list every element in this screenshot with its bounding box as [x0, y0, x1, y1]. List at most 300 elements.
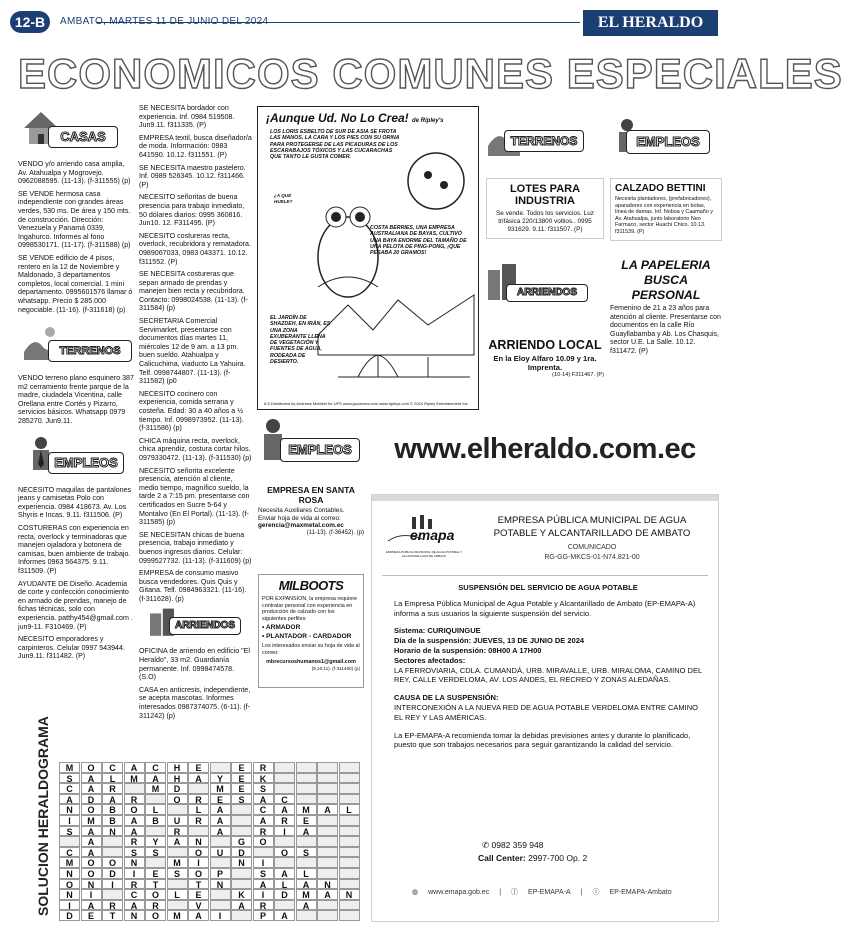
crossword-cell: L: [188, 804, 209, 815]
fountain-drawing: [338, 347, 470, 399]
issue-date: AMBATO, MARTES 11 DE JUNIO DEL 2024: [60, 16, 269, 27]
globe-icon: ◍: [412, 889, 419, 896]
crossword-cell: A: [124, 815, 145, 826]
crossword-cell: [339, 857, 360, 868]
crossword-cell: [145, 857, 166, 868]
crossword-cell: [317, 910, 338, 921]
crossword-cell: [339, 794, 360, 805]
crossword-cell: O: [81, 857, 102, 868]
crossword-cell: [317, 857, 338, 868]
crossword-cell: [317, 762, 338, 773]
crossword-cell: N: [81, 879, 102, 890]
crossword-cell: R: [274, 815, 295, 826]
crossword-cell: M: [81, 815, 102, 826]
crossword-cell: A: [102, 794, 123, 805]
crossword-cell: [59, 836, 80, 847]
crossword-cell: O: [145, 889, 166, 900]
crossword-cell: S: [253, 868, 274, 879]
crossword-cell: A: [274, 804, 295, 815]
crossword-cell: O: [81, 762, 102, 773]
notice-whatsapp: ✆ 0982 359 948: [482, 840, 544, 850]
crossword-cell: A: [210, 804, 231, 815]
website-banner[interactable]: www.elheraldo.com.ec: [394, 433, 696, 465]
garden-drawing: [318, 285, 474, 355]
crossword-cell: [231, 910, 252, 921]
crossword-cell: [274, 783, 295, 794]
classified-ad: VENDO y/o arriendo casa amplia, Av. Atahualpa y Mogrovejo. 0962088595. (11-13). (f-311555) (p): [18, 160, 131, 186]
crossword-cell: [145, 794, 166, 805]
crossword-cell: [339, 836, 360, 847]
crossword-cell: B: [102, 815, 123, 826]
crossword-cell: [296, 794, 317, 805]
crossword-cell: [296, 836, 317, 847]
ad-santarosa-text: Necesita Auxiliares Contables. Enviar hoja de vida al correo:: [258, 507, 345, 522]
crossword-cell: O: [167, 794, 188, 805]
crossword-cell: I: [253, 889, 274, 900]
emapa-facebook[interactable]: EP-EMAPA-A: [528, 888, 571, 896]
milboots-role-2: • PLANTADOR - CARDADOR: [262, 632, 352, 640]
twitter-icon: ⓣ: [592, 889, 600, 896]
svg-text:SOLUCION HERALDOGRAMA: SOLUCION HERALDOGRAMA: [35, 716, 51, 916]
crossword-cell: [145, 826, 166, 837]
classified-ad: NECESITO costureras recta, overlock, recubridora y rematadora. 0989067033, 0983 043371. 10.12. f311552. (P): [139, 231, 251, 266]
classified-ad: EMPRESA textil, busca diseñador/a de moda. Información: 0983 641590. 10.12. f311551. (P): [139, 133, 252, 159]
ad-santarosa-title: EMPRESA EN SANTA ROSA: [267, 485, 355, 505]
ad-arriendo-title: ARRIENDO LOCAL: [488, 338, 602, 352]
crossword-cell: [296, 762, 317, 773]
milboots-role-1: • ARMADOR: [262, 624, 301, 632]
crossword-cell: A: [317, 889, 338, 900]
crossword-cell: N: [59, 889, 80, 900]
crossword-cell: R: [253, 900, 274, 911]
crossword-cell: C: [59, 847, 80, 858]
crossword-cell: A: [81, 836, 102, 847]
crossword-cell: L: [339, 804, 360, 815]
crossword-cell: O: [145, 910, 166, 921]
crossword-cell: O: [188, 868, 209, 879]
notice-sistema: Sistema: CURIQUINGUE: [394, 626, 481, 636]
crossword-cell: I: [274, 826, 295, 837]
crossword-cell: C: [102, 762, 123, 773]
crossword-cell: S: [124, 847, 145, 858]
emapa-header: EMPRESA PÚBLICA MUNICIPAL DE AGUA POTABLE Y ALCANTARILLADO DE AMBATO: [493, 515, 691, 539]
crossword-cell: [339, 900, 360, 911]
section-casas: [18, 104, 134, 156]
crossword-cell: [339, 826, 360, 837]
crossword-cell: [231, 804, 252, 815]
crossword-cell: A: [296, 879, 317, 890]
crossword-cell: N: [59, 804, 80, 815]
ripleys-footer: 6-5 Distributed by Andrews McMeel for UFS www.gocomics.com www.ripleys.com © 2024 Ripley Entertainment Inc.: [264, 401, 469, 406]
emapa-logo: [382, 515, 466, 567]
crossword-cell: E: [231, 783, 252, 794]
crossword-cell: E: [231, 762, 252, 773]
section-banner: ECONOMICOS COMUNES ESPECIALES: [18, 50, 843, 97]
crossword-cell: M: [59, 857, 80, 868]
crossword-cell: M: [59, 762, 80, 773]
crossword-cell: E: [210, 794, 231, 805]
crossword-cell: [317, 836, 338, 847]
ad-calzado-text: Necesita plantadores, (prefabricadores), aparadores con experiencia en botas, línea de damas. Inf. Noboa y Caamaño y Av. Atahualpa, junto laboratorio Neo Farmaco, sector Huachi Chico. 10.13. f311539. (P): [615, 196, 713, 235]
crossword-cell: N: [124, 910, 145, 921]
crossword-cell: [102, 836, 123, 847]
berry-drawing: [398, 131, 474, 221]
classified-ad: SECRETARIA Comercial Servimarket, presentarse con documentos días martes 11, miércoles 12 de 9 am. a 13 pm. buen sueldo. Atahualpa y Calicuchima, viaducto La Yahuira. Telf. 0998744807. (11-13). (f-311582) (p0: [139, 317, 246, 386]
section-title-empleos-right: EMPLEOS: [626, 130, 710, 154]
crossword-cell: O: [81, 804, 102, 815]
crossword-cell: H: [167, 762, 188, 773]
milboots-intro: POR EXPANSION, la empresa requiere contratar personal con experiencia en producción de calzado con los siguientes perfiles:: [262, 596, 358, 622]
crossword-cell: R: [253, 826, 274, 837]
crossword-cell: [167, 879, 188, 890]
crossword-cell: [188, 783, 209, 794]
crossword-cell: T: [145, 879, 166, 890]
crossword-cell: D: [231, 847, 252, 858]
crossword-cell: L: [145, 804, 166, 815]
section-empleos-mid: [258, 416, 364, 468]
ad-papeleria: [610, 258, 722, 357]
crossword-cell: [231, 879, 252, 890]
crossword-cell: T: [102, 910, 123, 921]
crossword-cell: [210, 857, 231, 868]
classified-ad: COSTURERAS con experiencia en recta, overlock y terminadoras que manejen ojaladora y botonera de camisas, buen ambiente de trabajo. Informes 0963 564375. 9.11. f311509. (P): [18, 524, 131, 575]
crossword-cell: [317, 826, 338, 837]
crossword-cell: [296, 857, 317, 868]
crossword-cell: C: [274, 794, 295, 805]
ad-milboots: [258, 574, 364, 688]
crossword-cell: N: [231, 857, 252, 868]
classified-ad: EMPRESA de consumo masivo busca vendedores. Quis Quis y Gitana. Telf. 0984963321. (11-16). (f-311628). (p): [139, 569, 247, 603]
crossword-cell: R: [188, 815, 209, 826]
crossword-cell: A: [124, 826, 145, 837]
classified-ad: NECESITO cocinero con experiencia, comida serrana y costeña. Edad: 30 a 40 años a ½ tiempo. Inf. 0998973952. (11-13). (f-311586) (p): [139, 389, 244, 433]
crossword-cell: U: [167, 815, 188, 826]
crossword-cell: [274, 762, 295, 773]
notice-body: [394, 583, 702, 750]
crossword-cell: R: [124, 794, 145, 805]
crossword-cell: [339, 910, 360, 921]
crossword-cell: M: [167, 910, 188, 921]
crossword-cell: S: [231, 794, 252, 805]
classified-ad: NECESITO señorita excelente presencia, atención al cliente, medio tiempo, magnífico sueldo, la tarde 2 a 7:15 pm. presentarse con certificados en Sucre 5-64 y Montalvo (En El Portal). (11-13). (f-311585) (p): [139, 466, 250, 527]
crossword-label: [30, 716, 54, 918]
ripleys-fact-2: COSTA BERRIES, UNA EMPRESA AUSTRALIANA DE BAYAS, CULTIVÓ UNA BAYA ENORME DEL TAMAÑO DE UNA PELOTA DE PING-PONG, ¡QUE PESABA 20 GRAMOS!: [370, 225, 467, 257]
crossword-cell: T: [188, 879, 209, 890]
crossword-cell: [296, 910, 317, 921]
crossword-cell: G: [231, 836, 252, 847]
milboots-logo: MILBOOTS: [278, 578, 344, 593]
crossword-cell: O: [124, 804, 145, 815]
ad-lotes-title: LOTES PARA INDUSTRIA: [509, 183, 581, 207]
classified-ad: SE NECESITAN chicas de buena presencia, trabajo inmediato y buenos ingresos diarios. Celular: 0999527732. (11-13). (f-311609) (p): [139, 530, 252, 565]
crossword-cell: [231, 826, 252, 837]
crossword-cell: A: [81, 783, 102, 794]
ad-santa-rosa: [258, 486, 364, 536]
emapa-notice: [371, 494, 719, 922]
crossword-cell: [317, 783, 338, 794]
crossword-cell: L: [102, 773, 123, 784]
emapa-twitter[interactable]: EP-EMAPA-Ambato: [609, 888, 672, 896]
section-empleos: [18, 430, 134, 482]
crossword-cell: A: [210, 815, 231, 826]
column-1: [18, 104, 134, 665]
crossword-cell: E: [81, 910, 102, 921]
crossword-cell: D: [167, 783, 188, 794]
crossword-cell: A: [253, 815, 274, 826]
ad-papeleria-text: Femenino de 21 a 23 años para atención al cliente. Presentarse con documentos en la calle Río Guayllabamba y Ab. Los Chasquis, sector U.E. La Salle. 10.12. f311472. (P): [610, 305, 721, 355]
classified-ad: NECESITO maquilas de pantalones jeans y camisetas Polo con experiencia. 0984 418673. Av. Los Shyris e Incas. 9.11. f311506. (P): [18, 485, 132, 520]
crossword-cell: D: [102, 868, 123, 879]
crossword-cell: A: [231, 900, 252, 911]
ad-santarosa-email: gerencia@maxmetal.com.ec: [258, 522, 344, 529]
notice-intro: La Empresa Pública Municipal de Agua Potable y Alcantarillado de Ambato (EP-EMAPA-A) informa a sus usuarios la siguiente suspensión del servicio.: [394, 598, 696, 618]
crossword-cell: D: [81, 794, 102, 805]
crossword-cell: S: [253, 783, 274, 794]
crossword-cell: Y: [145, 836, 166, 847]
crossword-cell: [317, 794, 338, 805]
notice-sectores: LA FERROVIARIA, CDLA. CUMANDÁ, URB. MIRAVALLE, URB. MIRALOMA, CAMINO DEL REY, CALLE VERDELOMA, AV. LOS ANDES, EL RECREO Y ZONAS ALEDAÑAS.: [394, 665, 702, 685]
crossword-cell: P: [210, 868, 231, 879]
crossword-cell: M: [167, 857, 188, 868]
ad-arriendo-local: [486, 338, 604, 378]
crossword-cell: O: [253, 836, 274, 847]
crossword-cell: C: [253, 804, 274, 815]
ad-papeleria-title: LA PAPELERIA BUSCA PERSONAL: [621, 258, 711, 302]
crossword-cell: I: [59, 815, 80, 826]
crossword-cell: N: [339, 889, 360, 900]
section-title-terrenos-right: TERRENOS: [504, 130, 584, 152]
crossword-cell: R: [188, 794, 209, 805]
crossword-cell: L: [296, 868, 317, 879]
crossword-cell: A: [124, 762, 145, 773]
crossword-cell: A: [81, 900, 102, 911]
crossword-cell: A: [188, 910, 209, 921]
newspaper-brand: EL HERALDO: [583, 10, 718, 36]
classified-ad: SE VENDE edificio de 4 pisos, rentero en la 12 de Noviembre y Maldonado, 3 departamentos completos, local comercial. 1 mini departamento. 0995601576 llamar ó whatsapp. Precio $ 285.000 negociable. (11-16). (f-311618) (p): [18, 253, 133, 314]
crossword-cell: [339, 868, 360, 879]
crossword-cell: A: [59, 794, 80, 805]
emapa-website[interactable]: www.emapa.gob.ec: [428, 888, 490, 896]
classified-ad: SE NECESITA bordador con experiencia. Inf. 0984 519508. Jun9.11. f311335. (P): [139, 104, 235, 130]
crossword-cell: R: [124, 836, 145, 847]
crossword-cell: R: [167, 826, 188, 837]
crossword-cell: [274, 857, 295, 868]
crossword-cell: N: [210, 879, 231, 890]
classified-ad: CASA en anticresis, independiente, se acepta mascotas. Informes interesados 0987374075. (6-11). (f-311242) (p): [139, 685, 251, 720]
notice-sectores-label: Sectores afectados:: [394, 655, 466, 665]
classified-ad: SE VENDE hermosa casa independiente con grandes áreas verdes, 530 ms. De área y 150 mts. de construcción. Dirección: Venezuela y Panamá 0339, Ingahurco. Informes al fono 0998530171. (11-17). (f-311588) (p): [18, 189, 131, 250]
crossword-grid: [59, 762, 360, 922]
crossword-cell: M: [210, 783, 231, 794]
crossword-cell: M: [145, 783, 166, 794]
crossword-cell: [339, 847, 360, 858]
crossword-cell: [210, 836, 231, 847]
classified-ad: CHICA máquina recta, overlock, chica aprendiz, costura cortar hilos. 0979330472. (11-13). (f-311530) (p): [139, 436, 252, 462]
crossword-cell: A: [274, 910, 295, 921]
ad-lotes-text: Se vende. Todos los servicios. Luz trifásica 220/13800 voltios.. 0995 931629. 9.11. f311507. (P): [496, 210, 594, 233]
crossword-cell: S: [145, 847, 166, 858]
crossword-cell: O: [274, 847, 295, 858]
ad-arriendo-ref: (10-14) F311467. (P): [552, 372, 604, 378]
crossword-cell: [317, 847, 338, 858]
milboots-email: mbrecursoshumanos1@gmail.com: [266, 658, 356, 665]
notice-recomienda: La EP-EMAPA-A recomienda tomar la debidas previsiones antes y durante lo planificado, puesto que son trabajos necesarios para seguir garantizando la calidad del servicio.: [394, 730, 691, 750]
ripleys-comic: [257, 106, 479, 410]
crossword-cell: E: [231, 773, 252, 784]
section-arriendos: [139, 607, 252, 643]
ripleys-title: ¡Aunque Ud. No Lo Crea! de Ripley's: [266, 111, 444, 125]
classified-ad: OFICINA de arriendo en edificio "El Heraldo", 33 m2. Guardianía permanente. Inf. 0998474578. (S.O): [139, 647, 250, 682]
crossword-cell: I: [102, 879, 123, 890]
crossword-cell: R: [102, 783, 123, 794]
crossword-cell: S: [59, 826, 80, 837]
crossword-cell: M: [124, 773, 145, 784]
notice-causa-label: CAUSA DE LA SUSPENSIÓN:: [394, 693, 499, 703]
crossword-cell: E: [145, 868, 166, 879]
crossword-cell: S: [59, 773, 80, 784]
crossword-cell: E: [188, 762, 209, 773]
crossword-cell: I: [188, 857, 209, 868]
notice-callcenter: Call Center: 2997-700 Op. 2: [478, 853, 588, 863]
crossword-cell: H: [167, 773, 188, 784]
crossword-cell: [317, 773, 338, 784]
crossword-cell: A: [296, 900, 317, 911]
section-empleos-right: [612, 116, 718, 160]
section-arriendos-right: [486, 262, 604, 306]
crossword-cell: [339, 783, 360, 794]
crossword-cell: I: [210, 910, 231, 921]
classified-ad: SE NECESITA costureras que sepan armado de prendas y manejen bien recta y recubridora. Contacto: 0998024538. (11-13). (f-311584) (p): [139, 270, 248, 313]
crossword-cell: B: [145, 815, 166, 826]
crossword-cell: O: [188, 847, 209, 858]
crossword-cell: A: [145, 773, 166, 784]
notice-socials: ◍ www.emapa.gob.ec | ⓕ EP-EMAPA-A | ⓣ EP-EMAPA-Ambato: [412, 888, 672, 896]
crossword-cell: [167, 804, 188, 815]
milboots-send: Los interesados enviar su hoja de vida al correo:: [262, 643, 360, 656]
ripleys-fact-3: EL JARDÍN DE SHAZDEH, EN IRÁN, ES UNA ZONA EXUBERANTE LLENA DE VEGETACIÓN Y FUENTES DE AGUA, RODEADA DE DESIERTO.: [270, 315, 331, 366]
crossword-cell: L: [274, 879, 295, 890]
crossword-cell: I: [253, 857, 274, 868]
section-title-empleos: EMPLEOS: [48, 452, 124, 474]
crossword-cell: L: [167, 889, 188, 900]
crossword-cell: A: [81, 826, 102, 837]
classified-ad: SE NECESITA maestro pastelero. Inf. 0989 526345. 10.12. f311466. (P): [139, 163, 246, 189]
crossword-cell: A: [253, 879, 274, 890]
crossword-cell: R: [145, 900, 166, 911]
crossword-cell: D: [59, 910, 80, 921]
column-2: [139, 104, 252, 724]
crossword-cell: O: [102, 857, 123, 868]
crossword-cell: N: [188, 836, 209, 847]
crossword-cell: Y: [210, 773, 231, 784]
crossword-cell: K: [253, 773, 274, 784]
classified-ad: NECESITO señoritas de buena presencia para trabajo inmediato, 50 dólares diarios: 0995 360816. Jun10. 12. F311495. (P): [139, 193, 245, 228]
crossword-cell: N: [124, 857, 145, 868]
classified-ad: AYUDANTE DE Diseño. Academia de corte y confección conocimiento en armado de prendas, manejo de fichas técnicas, solo con experiencia. patthy454@gmail.com . jun9-11. F310469. (P): [18, 579, 133, 631]
crossword-cell: N: [102, 826, 123, 837]
page-header: [0, 0, 730, 40]
crossword-cell: P: [253, 910, 274, 921]
crossword-cell: A: [296, 826, 317, 837]
crossword-cell: [317, 815, 338, 826]
notice-title: SUSPENSIÓN DEL SERVICIO DE AGUA POTABLE: [458, 583, 638, 592]
crossword-cell: A: [188, 773, 209, 784]
ripleys-bubble: ¿A QUÉ HUELE?: [274, 193, 293, 205]
section-title-casas: CASAS: [48, 126, 118, 148]
crossword-cell: [102, 889, 123, 900]
crossword-cell: S: [167, 868, 188, 879]
crossword-cell: A: [81, 847, 102, 858]
crossword-cell: A: [253, 794, 274, 805]
crossword-cell: E: [296, 815, 317, 826]
crossword-cell: [231, 868, 252, 879]
ripleys-fact-1: LOS LORIS ESBELTO DE SUR DE ASIA SE FROTA LAS MANOS, LA CARA Y LOS PIES CON SU ORINA PARA PROTEGERSE DE LAS PICADURAS DE LOS ESCARABAJOS TÓXICOS Y LAS CUCARACHAS QUE TANTO LE GUSTA COMER.: [270, 129, 400, 161]
crossword-cell: [210, 900, 231, 911]
crossword-cell: A: [274, 868, 295, 879]
crossword-cell: [296, 773, 317, 784]
crossword-cell: R: [102, 900, 123, 911]
section-title-empleos-mid: EMPLEOS: [280, 438, 360, 462]
section-title-arriendos-right: ARRIENDOS: [506, 284, 588, 302]
notice-divider: [382, 575, 708, 576]
notice-top-bar: [372, 495, 718, 501]
crossword-cell: N: [59, 868, 80, 879]
crossword-cell: C: [145, 762, 166, 773]
crossword-cell: R: [124, 879, 145, 890]
section-title-terrenos: TERRENOS: [48, 340, 132, 362]
crossword-cell: O: [59, 879, 80, 890]
crossword-cell: [124, 783, 145, 794]
section-terrenos-right: [486, 116, 604, 160]
milboots-ref: (9,10,11). (f-311460) (p): [311, 665, 360, 671]
crossword-cell: S: [296, 847, 317, 858]
crossword-cell: C: [124, 889, 145, 900]
crossword-cell: [296, 783, 317, 794]
crossword-cell: [102, 847, 123, 858]
facebook-icon: ⓕ: [511, 889, 519, 896]
crossword-cell: M: [296, 889, 317, 900]
page-number: 12-B: [10, 11, 50, 33]
notice-causa: INTERCONEXIÓN A LA NUEVA RED DE AGUA POTABLE VERDELOMA ENTRE CAMINO EL REY Y LAS AMÉRICAS.: [394, 702, 698, 722]
emapa-logo-sub: EMPRESA PÚBLICA MUNICIPAL DE AGUA POTABLE Y ALCANTARILLADO DE AMBATO: [385, 550, 463, 558]
emapa-comunicado: COMUNICADO RG-GG-MKCS-01-N74.821-00: [544, 544, 640, 561]
ad-arriendo-text: En la Eloy Alfaro 10.09 y 1ra. Imprenta.: [493, 354, 597, 372]
crossword-cell: [167, 900, 188, 911]
crossword-cell: C: [59, 783, 80, 794]
crossword-cell: [274, 900, 295, 911]
crossword-cell: [339, 762, 360, 773]
crossword-cell: I: [81, 889, 102, 900]
crossword-cell: R: [253, 762, 274, 773]
ad-lotes-industria: [486, 178, 604, 239]
crossword-cell: [210, 889, 231, 900]
crossword-cell: A: [167, 836, 188, 847]
crossword-cell: [274, 836, 295, 847]
section-title-arriendos: ARRIENDOS: [169, 617, 241, 635]
crossword-cell: D: [274, 889, 295, 900]
crossword-cell: [188, 826, 209, 837]
crossword-cell: U: [210, 847, 231, 858]
ad-santarosa-ref: (11-13). (f-36452). (p): [306, 529, 364, 536]
crossword-cell: A: [81, 773, 102, 784]
crossword-cell: [339, 879, 360, 890]
crossword-cell: K: [231, 889, 252, 900]
crossword-cell: V: [188, 900, 209, 911]
crossword-cell: O: [81, 868, 102, 879]
whatsapp-icon: ✆: [482, 840, 492, 850]
crossword-cell: [317, 868, 338, 879]
crossword-cell: E: [188, 889, 209, 900]
